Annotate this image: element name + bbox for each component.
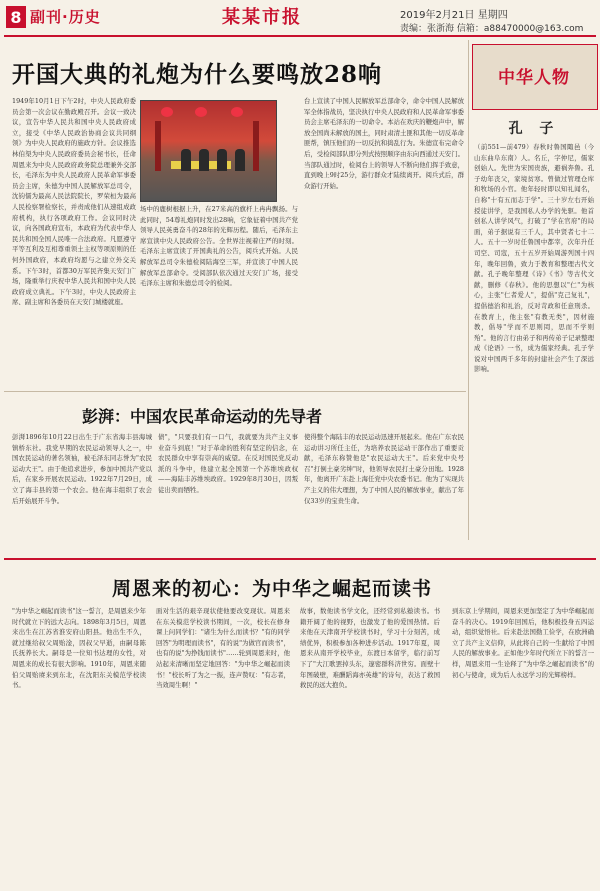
article3-column-4: 到东京上学期间，周恩来更加坚定了为中华崛起而奋斗的决心。1919年回国后，他积极投身五四运动，组织觉悟社。后来赴法国勤工俭学，在欧洲确立了共产主义信仰，从此将自己的一生献给了中国人民的解放事业。正如他少年时代所立下的誓言一样，周恩来用一生诠释了"为中华之崛起而读书"的初心与使命，成为后人永远学习的光辉榜样。 [452, 607, 594, 679]
article3-headline: 周恩来的初心：为中华之崛起而读书 [112, 578, 433, 600]
article1-headline: 开国大典的礼炮为什么要鸣放28响 [12, 61, 383, 88]
editors-line: 责编：张浙海 信箱：a88470000@163.com [400, 24, 584, 34]
article1-column-3: 台上宣读了中国人民解放军总部命令，命令中国人民解放军全体指战员，坚决执行中央人民政府和人民革命军事委员会主席毛泽东的一切命令。本站在欢庆的鞭炮声中，解放全国尚未解放的国土，同时肃清土匪和其他一切反革命匪帮，镇压他们的一切反抗和捣乱行为。朱德宣布完命令后，受检阅部队即分列式按照顺序由东向西通过天安门。当部队通过时，检阅台上的领导人不断向他们挥手致意，直到晚上9时25分，游行群众才陆续离开。阅兵式后，群众游行开始。 [304, 97, 464, 190]
article2-column-2: 债"，"只要我们有一口气，我就要为共产主义事业奋斗到底！"对于革命的胜利有坚定的信念，在农民群众中享有崇高的威望。在反对国民党反动派的斗争中，他建立起全国第一个苏维埃政权——海陆丰苏维埃政府。1929年8月30日，因叛徒出卖而牺牲。 [158, 433, 298, 494]
article1-column-2: 场中的鹿树根据上升，在27米高的旗杆上冉冉飘扬。与此同时，54尊礼炮同时发出28响，它象征着中国共产党领导人民英勇奋斗的28年的光辉历程。随后，毛泽东主席宣读中央人民政府公告。全世界注视着庄严的时刻。毛泽东主席宣读了开国典礼的公告，阅兵式开始。人民解放军总司令朱德检阅陆海空三军，并宣读了中国人民解放军总部命令。受阅部队依次通过天安门广场，接受毛泽东主席和朱德总司令的检阅。 [140, 205, 298, 288]
sidebar-separator [468, 40, 469, 540]
issue-date: 2019年2月21日 星期四 [400, 10, 508, 21]
article3-rule [4, 558, 596, 560]
ceremony-photo [140, 100, 277, 202]
page-number: 8 [6, 6, 26, 28]
header-rule [4, 35, 596, 37]
article3-column-3: 故事，数他读书学文化，还经常到私塾读书。书籍开阔了他的视野，也激发了他的爱国热情。后来他在天津南开学校读书时，学习十分刻苦，成绩优异，积极参加各种进步活动。1917年夏，周恩来从南开学校毕业，东渡日本留学，临行前写下了"大江歌罢掉头东，邃密群科济世穷。面壁十年图破壁，难酬蹈海亦英雄"的诗句，表达了救国救民的远大抱负。 [300, 607, 440, 690]
article2-rule [4, 391, 466, 392]
section-title: 副刊·历史 [30, 8, 101, 26]
article2-column-3: 使得整个海陆丰的农民运动迅速开展起来。他在广东农民运动讲习所任主任，为培养农民运动干部作出了重要贡献，毛泽东称赞他是"农民运动大王"。后来党中央号召"打倒土豪劣绅"时，他领导农民打土豪分田地。1928年，他离开广东赴上海任党中央农委书记。他为了实现共产主义的伟大理想，为了中国人民的解放事业，献出了年仅33岁的宝贵生命。 [304, 433, 464, 505]
sidebar-text: （前551—前479）春秋时鲁国陬邑（今山东曲阜东南）人。名丘，字仲尼，儒家创始人。先世为宋国贵族，避祸奔鲁。孔子幼年丧父，家境贫寒。曾做过管理仓库和牧场的小官。他年轻时即以知礼闻名，自称"十有五而志于学"。三十岁左右开始授徒讲学，是我国私人办学的先驱。他首创私人讲学风气，打破了"学在官府"的局面，弟子据说有三千人，其中贤者七十二人。五十一岁时任鲁国中都宰，次年升任司空、司寇，五十五岁开始周游列国十四年，晚年回鲁，致力于教育和整理古代文献。孔子晚年整理《诗》《书》等古代文献，删修《春秋》。他的思想以"仁"为核心，主张"仁者爱人"，提倡"克己复礼"，提倡德治和礼治，反对苛政和任意刑杀。在教育上，他主张"有教无类"，因材施教，倡导"学而不思则罔，思而不学则殆"。他的言行由弟子和再传弟子记录整理成《论语》一书，成为儒家经典。孔子学说对中国两千多年的封建社会产生了深远影响。 [474, 143, 594, 374]
article2-column-1: 彭湃1896年10月22日出生于广东省海丰县海城镇桥东社。我党早期的农民运动领导人之一，中国农民运动的著名领袖，被毛泽东同志誉为"农民运动大王"。由于他追求进步，参加中国共产党以后，在家乡开展农民运动。1922年7月29日，成立了海丰县的第一个农会。他在海丰组织了农会后开始展开斗争。 [12, 433, 152, 505]
article3-column-2: 面对生活的艰辛现状使他要改变现状。周恩来在东关模范学校读书期间，一次，校长在修身课上问同学们："诸生为什么而读书？"有的同学回答"为明理而读书"，有的说"为做官而读书"，也有的说"为挣钱而读书"……轮到周恩来时，他站起来清晰而坚定地回答："为中华之崛起而读书！"校长听了为之一振，连声赞叹："有志者，当效周生啊！" [156, 607, 290, 690]
article3-column-1: "为中华之崛起而读书"这一誓言，是周恩来少年时代就立下的远大志向。1898年3月5日，周恩来出生在江苏省淮安府山阳县。他出生不久，就过继给叔父周贻淦，因叔父早逝，由嗣母陈氏抚养长大。嗣母是一位知书达理的女性，对周恩来的成长有很大影响。1910年，周恩来随伯父周贻赓来到东北，在沈阳东关模范学校读书。 [12, 607, 146, 690]
masthead: 某某市报 [222, 7, 302, 28]
article1-column-1: 1949年10月1日下午2时，中央人民政府委员会第一次会议在勤政殿召开。会议一致决议，宣告中华人民共和国中央人民政府成立，接受《中华人民政治协商会议共同纲领》为中央人民政府的施政方针。会议推选林伯渠为中央人民政府委员会秘书长，任命周恩来为中央人民政府政务院总理兼外交部长，毛泽东为中央人民政府人民革命军事委员会主席，朱德为中国人民解放军总司令，沈钧儒为最高人民法院院长，罗荣桓为最高人民检察署检察长，并责成他们从速组成政府机构，执行各项政府工作。会议同时决议，向各国政府宣布，本政府为代表中华人民共和国全国人民唯一合法政府。凡愿遵守平等互利及互相尊重领土主权等项原则的任何外国政府，本政府均愿与之建立外交关系。下午3时，首都30万军民齐集天安门广场，隆重举行庆祝中华人民共和国中央人民政府成立典礼。下午3时，中央人民政府主席、副主席和各委员在天安门城楼就座。 [12, 97, 136, 307]
sidebar-box-title: 中华人物 [498, 68, 570, 88]
sidebar-person-name: 孔 子 [508, 121, 560, 137]
article2-headline: 彭湃：中国农民革命运动的先导者 [82, 407, 323, 426]
